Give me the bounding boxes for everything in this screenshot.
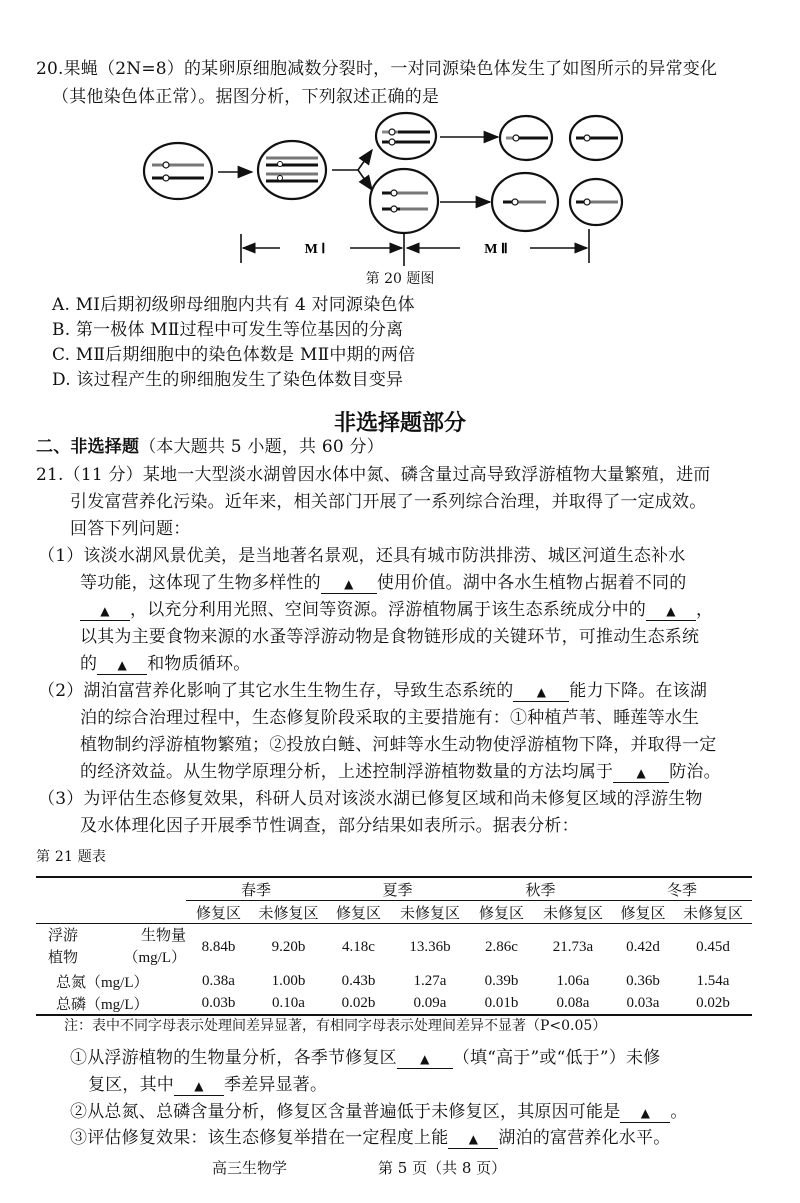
row-label: 总磷（mg/L） [36, 992, 186, 1015]
q21-sub2 [70, 1101, 688, 1123]
text: ， [696, 600, 714, 620]
q21-p2-line3: 植物制约浮游植物繁殖；②投放白鲢、河蚌等水生动物使浮游植物下降，并取得一定 [80, 735, 717, 755]
answer-blank[interactable] [613, 763, 669, 783]
text: 和物质循环。 [147, 654, 251, 674]
triangle-icon: ▲ [666, 604, 676, 618]
subheader: 修复区 [612, 901, 674, 924]
text: 湖泊的富营养化水平。 [498, 1128, 671, 1148]
cell: 2.86c [485, 938, 518, 955]
text: ②从总氮、总磷含量分析，修复区含量普遍低于未修复区，其原因可能是 [70, 1102, 621, 1122]
q21-intro-line1: 21.（11 分）某地一大型淡水湖曾因水体中氮、磷含量过高导致浮游植物大量繁殖，进而 [36, 465, 711, 485]
row-label-part: 植物 [48, 950, 79, 966]
cell: 0.09a [391, 992, 469, 1015]
cell-oogonium [144, 143, 212, 199]
text: 季差异显著。 [224, 1075, 328, 1095]
cell-secondary-oocyte [370, 169, 438, 233]
season-header: 冬季 [612, 877, 752, 901]
subheader: 未修复区 [534, 901, 612, 924]
answer-blank[interactable] [174, 1076, 224, 1096]
text: 防治。 [669, 762, 721, 782]
cell: 0.39b [484, 972, 519, 989]
footer-page: 第 5 页（共 8 页） [378, 1159, 507, 1177]
cell: 0.03a [612, 992, 674, 1015]
cell-second-polar-body-b [570, 116, 622, 160]
q21-p2-line4 [80, 761, 721, 783]
q20-stem-line1: 20.果蝇（2N=8）的某卵原细胞减数分裂时，一对同源染色体发生了如图所示的异常变化 [36, 59, 718, 79]
text: ③评估修复效果：该生态修复举措在一定程度上能 [70, 1128, 449, 1148]
section-title: 非选择题部分 [333, 411, 466, 436]
q20-option-d: D. 该过程产生的卵细胞发生了染色体数目变异 [52, 370, 404, 390]
survey-table [36, 876, 752, 1016]
triangle-icon: ▲ [640, 1106, 651, 1120]
triangle-icon: ▲ [117, 658, 127, 672]
answer-blank[interactable] [97, 655, 147, 675]
figure-caption: 第 20 题图 [365, 271, 435, 287]
label-meiosis-2: M Ⅱ [484, 242, 508, 257]
cell: 0.08a [534, 992, 612, 1015]
q21-p1-line3 [80, 599, 713, 621]
table-row [36, 992, 752, 1015]
q21-p3-line2: 及水体理化因子开展季节性调查，部分结果如表所示。据表分析： [80, 816, 579, 836]
answer-blank[interactable] [397, 1049, 453, 1069]
text: ，以充分利用光照、空间等资源。浮游植物属于该生态系统成分中的 [130, 600, 646, 620]
q20-option-c: C. MⅡ后期细胞中的染色体数是 MⅡ中期的两倍 [52, 345, 416, 365]
subheader: 未修复区 [391, 901, 469, 924]
q20-option-b: B. 第一极体 MⅡ过程中可发生等位基因的分离 [52, 320, 404, 340]
section-heading-rest: （本大题共 5 小题，共 60 分） [139, 437, 384, 457]
cell-egg [570, 179, 622, 225]
cell: 9.20b [271, 938, 306, 955]
section-heading-bold: 二、非选择题 [36, 437, 140, 457]
q20-stem-line2: （其他染色体正常）。据图分析，下列叙述正确的是 [52, 87, 440, 107]
text: （2）湖泊富营养化影响了其它水生生物生存，导致生态系统的 [38, 681, 514, 701]
q21-p1-line1: （1）该淡水湖风景优美，是当地著名景观，还具有城市防洪排涝、城区河道生态补水 [38, 546, 686, 566]
cell: 0.43b [341, 972, 376, 989]
q21-p3-line1: （3）为评估生态修复效果，科研人员对该淡水湖已修复区域和尚未修复区域的浮游生物 [38, 789, 703, 809]
q21-p1-line4: 以其为主要食物来源的水蚤等浮游动物是食物链形成的关键环节，可推动生态系统 [80, 627, 700, 647]
subheader: 未修复区 [251, 901, 326, 924]
text: 的 [80, 654, 98, 674]
footer-subject: 高三生物学 [212, 1159, 288, 1177]
text: ①从浮游植物的生物量分析，各季节修复区 [70, 1048, 397, 1068]
answer-blank[interactable] [620, 1103, 670, 1123]
subheader: 修复区 [469, 901, 534, 924]
cell: 0.02b [326, 992, 391, 1015]
q21-sub1-line1 [70, 1047, 660, 1069]
cell: 1.00b [271, 972, 306, 989]
cell: 0.02b [674, 992, 752, 1015]
row-label-part: 浮游 [48, 928, 79, 944]
q21-sub3 [70, 1127, 670, 1149]
text: 复区，其中 [88, 1075, 174, 1095]
text: 的经济效益。从生物学原理分析，上述控制浮游植物数量的方法均属于 [80, 762, 614, 782]
cell: 0.01b [469, 992, 534, 1015]
row-label-part: 生物量 [140, 928, 186, 944]
triangle-icon: ▲ [100, 604, 110, 618]
cell-second-polar-body-a [500, 116, 552, 160]
season-header: 秋季 [469, 877, 612, 901]
table-title: 第 21 题表 [36, 849, 107, 865]
cell-first-polar-body [376, 113, 436, 159]
season-header: 春季 [186, 877, 326, 901]
season-header: 夏季 [326, 877, 469, 901]
meiosis-diagram [140, 108, 660, 268]
triangle-icon: ▲ [194, 1079, 204, 1093]
answer-blank[interactable] [513, 682, 569, 702]
cell: 1.54a [696, 972, 730, 989]
cell: 8.84b [201, 938, 236, 955]
text: 。 [670, 1102, 688, 1122]
q21-intro-line2: 引发富营养化污染。近年来，相关部门开展了一系列综合治理，并取得了一定成效。 [70, 492, 707, 512]
text: 使用价值。湖中各水生植物占据着不同的 [376, 573, 687, 593]
subheader: 修复区 [326, 901, 391, 924]
table-row [36, 924, 752, 971]
cell: 0.10a [251, 992, 326, 1015]
section-heading [36, 436, 384, 458]
cell: 13.36b [409, 938, 451, 955]
q21-p1-line5 [80, 653, 250, 675]
q21-p1-line2 [80, 572, 686, 594]
cell: 1.27a [413, 972, 447, 989]
cell: 0.45d [696, 938, 730, 955]
q21-p2-line2: 泊的综合治理过程中，生态修复阶段采取的主要措施有：①种植芦苇、睡莲等水生 [80, 708, 700, 728]
row-label-part: （mg/L） [123, 950, 186, 966]
cell: 1.06a [556, 972, 590, 989]
row-label: 总氮（mg/L） [56, 974, 149, 991]
q20-option-a: A. MⅠ后期初级卵母细胞内共有 4 对同源染色体 [52, 295, 415, 315]
triangle-icon: ▲ [420, 1052, 430, 1066]
q21-intro-line3: 回答下列问题： [70, 519, 191, 539]
cell: 4.18c [342, 938, 375, 955]
corner-cell [36, 877, 186, 901]
table-note: 注：表中不同字母表示处理间差异显著，有相同字母表示处理间差异不显著（P<0.05） [64, 1018, 607, 1034]
cell: 0.42d [626, 938, 660, 955]
cell: 0.03b [186, 992, 251, 1015]
table-row [36, 970, 752, 992]
text: 等功能，这体现了生物多样性的 [80, 573, 321, 593]
corner-cell [36, 901, 186, 924]
cell-primary-oocyte [258, 141, 326, 199]
answer-blank[interactable] [80, 601, 130, 621]
answer-blank[interactable] [646, 601, 696, 621]
triangle-icon: ▲ [536, 685, 547, 699]
arrow [358, 150, 372, 170]
answer-blank[interactable] [321, 574, 377, 594]
cell: 0.38a [202, 972, 235, 989]
label-meiosis-1: M Ⅰ [304, 242, 326, 257]
cell: 0.36b [626, 972, 660, 989]
arrow [358, 170, 372, 190]
text: （填“高于”或“低于”）未修 [452, 1048, 661, 1068]
answer-blank[interactable] [448, 1129, 498, 1149]
q21-p2-line1 [38, 680, 707, 702]
triangle-icon: ▲ [636, 766, 646, 780]
triangle-icon: ▲ [468, 1132, 479, 1146]
text: 能力下降。在该湖 [569, 681, 708, 701]
subheader: 未修复区 [674, 901, 752, 924]
subheader: 修复区 [186, 901, 251, 924]
cell: 21.73a [552, 938, 594, 955]
triangle-icon: ▲ [344, 577, 354, 591]
q21-sub1-line2 [88, 1074, 327, 1096]
row-label [36, 924, 186, 971]
cell-egg-precursor [492, 173, 558, 231]
table-season-row [36, 877, 752, 901]
table-subheader-row [36, 901, 752, 924]
